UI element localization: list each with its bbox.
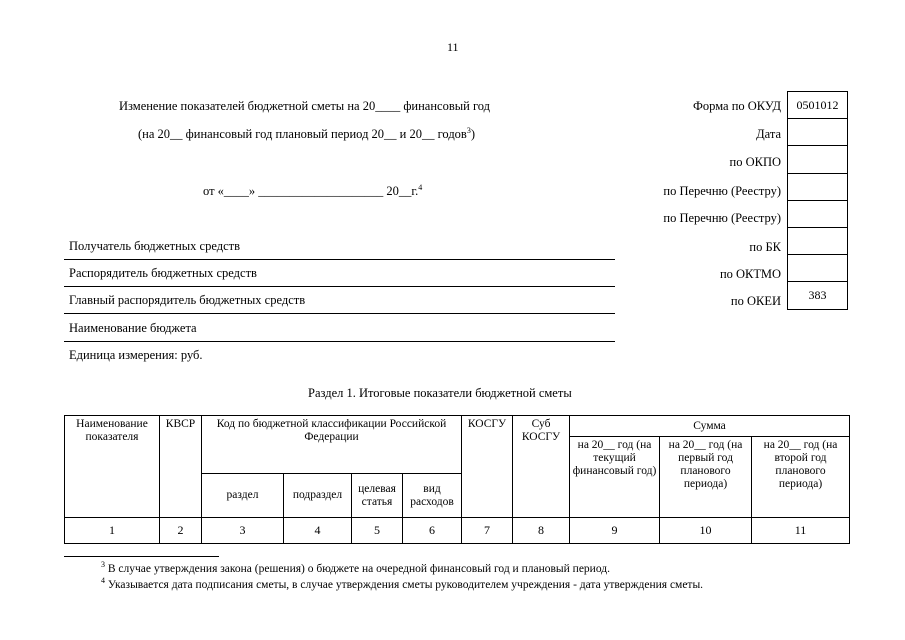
header-sum: Сумма — [570, 416, 850, 437]
header-sum-current-year: на 20__ год (на текущий финансовый год) — [570, 437, 660, 518]
date-line-text: от «____» ____________________ 20__г. — [203, 184, 419, 198]
header-razdel: раздел — [202, 474, 284, 518]
field-manager-label: Распорядитель бюджетных средств — [69, 266, 257, 280]
code-label-bk: по БК — [749, 240, 781, 254]
header-sum-first-plan-year: на 20__ год (на первый год планового периода) — [660, 437, 752, 518]
field-chief-manager-line[interactable] — [64, 313, 615, 314]
field-budget-name-line[interactable] — [64, 341, 615, 342]
code-value-okei[interactable]: 383 — [788, 282, 848, 309]
date-line — [203, 184, 422, 199]
code-value-oktmo[interactable] — [788, 255, 848, 282]
document-subtitle — [138, 127, 475, 142]
header-target-article: целевая статья — [352, 474, 403, 518]
footnote-4 — [101, 576, 704, 591]
indicators-table — [64, 415, 850, 544]
code-label-date: Дата — [756, 127, 781, 141]
header-kosgu: КОСГУ — [462, 416, 513, 518]
field-chief-manager-label: Главный распорядитель бюджетных средств — [69, 293, 306, 307]
code-value-okpo[interactable] — [788, 146, 848, 173]
column-number: 8 — [513, 518, 570, 544]
header-podrazdel: подраздел — [284, 474, 352, 518]
footnote-3 — [101, 560, 610, 575]
header-sub-kosgu: Суб КОСГУ — [513, 416, 570, 518]
column-number: 1 — [65, 518, 160, 544]
column-number: 11 — [752, 518, 850, 544]
header-kvsr: КВСР — [160, 416, 202, 518]
column-number: 4 — [284, 518, 352, 544]
unit-of-measure: Единица измерения: руб. — [69, 348, 203, 362]
header-sum-second-plan-year: на 20__ год (на второй год планового периода) — [752, 437, 850, 518]
column-number: 9 — [570, 518, 660, 544]
section-title: Раздел 1. Итоговые показатели бюджетной сметы — [308, 386, 572, 400]
field-budget-name-label: Наименование бюджета — [69, 321, 197, 335]
footnote-3-mark: 3 — [101, 560, 105, 570]
footnote-separator — [64, 556, 219, 557]
code-label-okei: по ОКЕИ — [730, 294, 781, 308]
document-title: Изменение показателей бюджетной сметы на 20____ финансовый год — [119, 99, 491, 113]
column-number: 7 — [462, 518, 513, 544]
code-value-registry-1[interactable] — [788, 173, 848, 200]
codes-table — [787, 91, 848, 310]
code-value-bk[interactable] — [788, 227, 848, 254]
footnote-ref-3: 3 — [466, 125, 471, 135]
page-number: 11 — [447, 40, 459, 54]
footnote-4-mark: 4 — [101, 576, 105, 586]
header-budget-code: Код по бюджетной классификации Российской Федерации — [202, 416, 462, 474]
code-value-registry-2[interactable] — [788, 200, 848, 227]
header-expense-type: вид расходов — [403, 474, 462, 518]
code-value-date[interactable] — [788, 119, 848, 146]
code-label-oktmo: по ОКТМО — [719, 267, 781, 281]
column-number: 6 — [403, 518, 462, 544]
code-value-okud[interactable]: 0501012 — [788, 92, 848, 119]
header-indicator-name: Наименование показателя — [65, 416, 160, 518]
code-label-registry-1: по Перечню (Реестру) — [663, 184, 781, 198]
subtitle-text: (на 20__ финансовый год плановый период 20__ и 20__ годов — [138, 127, 467, 141]
field-recipient-label: Получатель бюджетных средств — [69, 239, 241, 253]
footnote-4-text: Указывается дата подписания сметы, в случае утверждения сметы руководителем учреждения - дата утверждения сметы. — [107, 579, 704, 591]
subtitle-close: ) — [470, 127, 476, 141]
code-label-okud: Форма по ОКУД — [693, 99, 781, 113]
field-recipient-line[interactable] — [64, 259, 615, 260]
column-number: 3 — [202, 518, 284, 544]
footnote-ref-4: 4 — [418, 182, 423, 192]
footnote-3-text: В случае утверждения закона (решения) о бюджете на очередной финансовый год и плановый период. — [107, 563, 610, 575]
code-label-okpo: по ОКПО — [729, 155, 781, 169]
code-label-registry-2: по Перечню (Реестру) — [663, 211, 781, 225]
field-manager-line[interactable] — [64, 286, 615, 287]
column-number: 10 — [660, 518, 752, 544]
column-number: 2 — [160, 518, 202, 544]
column-number: 5 — [352, 518, 403, 544]
